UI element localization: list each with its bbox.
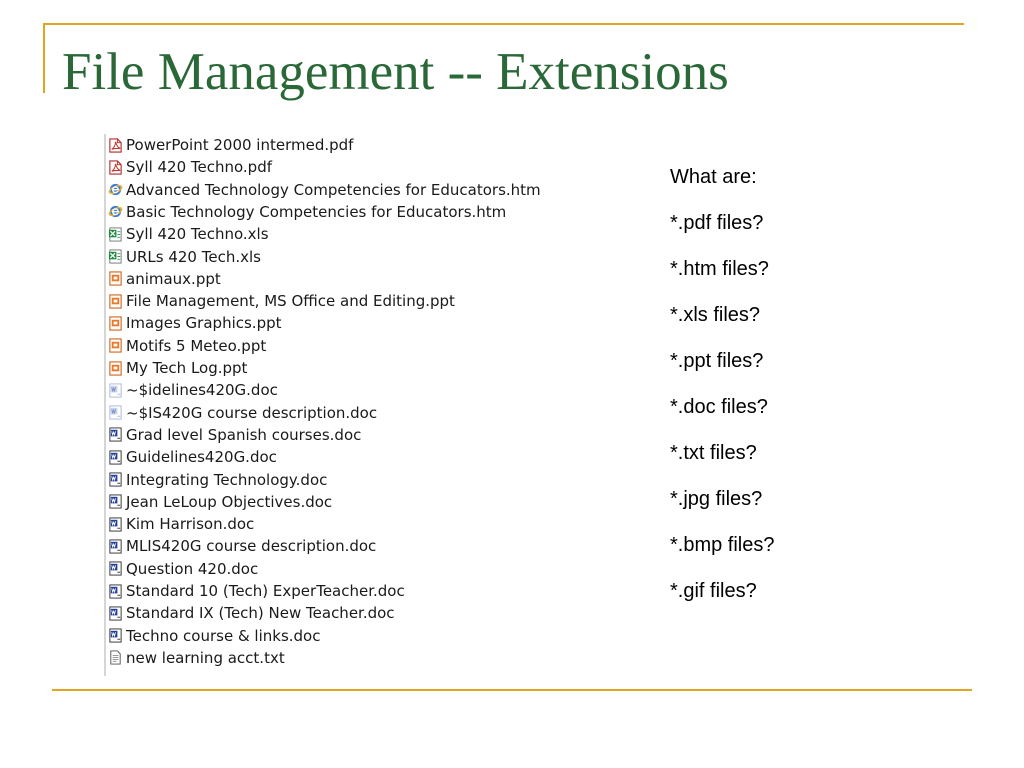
word-icon xyxy=(108,472,123,487)
text-file-icon xyxy=(108,650,123,665)
question-item: *.jpg files? xyxy=(670,488,763,510)
file-row[interactable] xyxy=(108,268,221,290)
file-row[interactable] xyxy=(108,134,353,156)
file-name: Basic Technology Competencies for Educators.htm xyxy=(126,202,507,221)
file-row[interactable] xyxy=(108,602,395,624)
file-row[interactable] xyxy=(108,179,541,201)
file-name: Kim Harrison.doc xyxy=(126,515,255,534)
word-temp-icon xyxy=(108,405,123,420)
file-row[interactable] xyxy=(108,201,506,223)
file-name: Standard IX (Tech) New Teacher.doc xyxy=(126,604,395,623)
question-item: *.txt files? xyxy=(670,442,757,464)
word-temp-icon xyxy=(108,383,123,398)
word-icon xyxy=(108,539,123,554)
file-name: Advanced Technology Competencies for Educators.htm xyxy=(126,180,541,199)
word-icon xyxy=(108,450,123,465)
file-name: URLs 420 Tech.xls xyxy=(126,247,261,266)
file-name: Standard 10 (Tech) ExperTeacher.doc xyxy=(126,582,405,600)
file-row[interactable] xyxy=(108,402,377,424)
pdf-icon xyxy=(108,138,123,153)
file-row[interactable] xyxy=(108,535,376,557)
powerpoint-icon xyxy=(108,338,123,353)
file-name: Jean LeLoup Objectives.doc xyxy=(126,492,333,511)
file-list xyxy=(104,134,574,674)
word-icon xyxy=(108,427,123,442)
powerpoint-icon xyxy=(108,271,123,286)
file-name: ~$IS420G course description.doc xyxy=(126,403,378,422)
pdf-icon xyxy=(108,160,123,175)
file-name: Syll 420 Techno.xls xyxy=(126,225,269,244)
question-item: *.pdf files? xyxy=(670,212,764,234)
file-name: Question 420.doc xyxy=(126,559,259,578)
word-icon xyxy=(108,606,123,621)
file-name: Guidelines420G.doc xyxy=(126,448,277,467)
file-name: PowerPoint 2000 intermed.pdf xyxy=(126,136,354,154)
file-row[interactable] xyxy=(108,580,405,602)
file-row[interactable] xyxy=(108,647,285,669)
ie-htm-icon xyxy=(108,182,123,197)
file-row[interactable] xyxy=(108,491,332,513)
question-heading: What are: xyxy=(670,166,757,188)
excel-icon xyxy=(108,249,123,264)
file-row[interactable] xyxy=(108,625,320,647)
excel-icon xyxy=(108,227,123,242)
question-item: *.gif files? xyxy=(670,580,757,602)
file-row[interactable] xyxy=(108,424,361,446)
file-name: Images Graphics.ppt xyxy=(126,314,282,333)
powerpoint-icon xyxy=(108,294,123,309)
file-name: MLIS420G course description.doc xyxy=(126,537,377,556)
bottom-rule xyxy=(52,689,972,691)
question-item: *.xls files? xyxy=(670,304,761,326)
question-item: *.bmp files? xyxy=(670,534,775,556)
file-row[interactable] xyxy=(108,246,261,268)
file-row[interactable] xyxy=(108,513,254,535)
word-icon xyxy=(108,494,123,509)
file-name: animaux.ppt xyxy=(126,269,221,288)
file-name: ~$idelines420G.doc xyxy=(126,381,278,400)
question-item: *.ppt files? xyxy=(670,350,764,372)
word-icon xyxy=(108,628,123,643)
question-item: *.htm files? xyxy=(670,258,769,280)
file-name: Grad level Spanish courses.doc xyxy=(126,425,362,444)
file-name: Techno course & links.doc xyxy=(126,626,321,645)
file-name: new learning acct.txt xyxy=(126,648,285,667)
file-row[interactable] xyxy=(108,558,258,580)
file-row[interactable] xyxy=(108,223,269,245)
word-icon xyxy=(108,517,123,532)
file-row[interactable] xyxy=(108,290,455,312)
file-row[interactable] xyxy=(108,357,247,379)
file-row[interactable] xyxy=(108,312,282,334)
file-name: My Tech Log.ppt xyxy=(126,359,248,377)
file-row[interactable] xyxy=(108,335,266,357)
powerpoint-icon xyxy=(108,361,123,376)
file-row[interactable] xyxy=(108,156,272,178)
word-icon xyxy=(108,561,123,576)
word-icon xyxy=(108,584,123,599)
slide-title: File Management -- Extensions xyxy=(62,43,729,101)
ie-htm-icon xyxy=(108,204,123,219)
top-rule xyxy=(43,23,964,25)
file-name: Integrating Technology.doc xyxy=(126,470,328,489)
file-row[interactable] xyxy=(108,469,327,491)
powerpoint-icon xyxy=(108,316,123,331)
file-row[interactable] xyxy=(108,446,277,468)
left-accent-rule xyxy=(43,23,45,93)
file-row[interactable] xyxy=(108,379,278,401)
file-name: Syll 420 Techno.pdf xyxy=(126,158,273,177)
file-name: File Management, MS Office and Editing.ppt xyxy=(126,292,455,311)
file-name: Motifs 5 Meteo.ppt xyxy=(126,336,267,355)
question-item: *.doc files? xyxy=(670,396,768,418)
